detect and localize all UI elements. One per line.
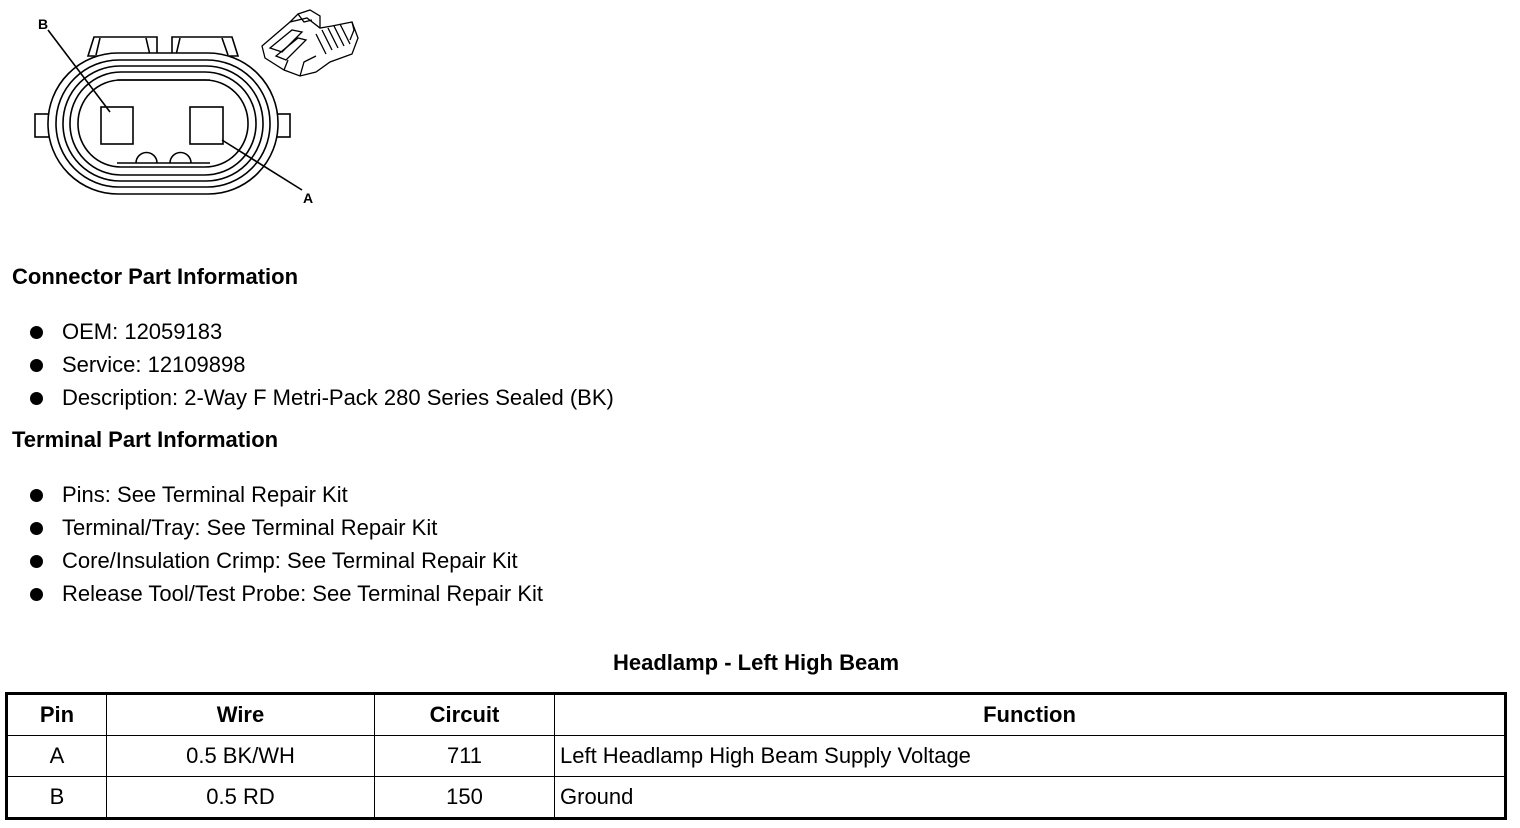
- table-title: Headlamp - Left High Beam: [612, 650, 900, 675]
- list-item-text: Core/Insulation Crimp: See Terminal Repair Kit: [62, 548, 518, 573]
- callout-label-b: B: [38, 16, 49, 32]
- cell-function: Ground: [555, 777, 1506, 819]
- pinout-table: [5, 692, 1507, 820]
- cell-pin: A: [7, 736, 107, 777]
- table-row: [7, 777, 1506, 819]
- cell-circuit: 150: [375, 777, 555, 819]
- header-pin: Pin: [7, 694, 107, 736]
- terminal-part-info-heading: Terminal Part Information: [12, 427, 279, 452]
- list-item-pins: [28, 480, 543, 513]
- connector-part-info-heading: Connector Part Information: [12, 264, 299, 289]
- connector-illustration: [262, 10, 358, 76]
- list-item-text: OEM: 12059183: [62, 319, 223, 344]
- connector-diagram: [0, 0, 380, 215]
- list-item-text: Service: 12109898: [62, 352, 246, 377]
- bullet-icon: [30, 489, 43, 502]
- list-item-release-tool: [28, 579, 543, 612]
- cell-circuit: 711: [375, 736, 555, 777]
- cell-wire: 0.5 RD: [107, 777, 375, 819]
- list-item-text: Pins: See Terminal Repair Kit: [62, 482, 348, 507]
- bullet-icon: [30, 392, 43, 405]
- list-item-text: Release Tool/Test Probe: See Terminal Repair Kit: [62, 581, 543, 606]
- connector-body: [48, 53, 278, 194]
- terminal-part-info-list: [28, 480, 543, 612]
- cell-pin: B: [7, 777, 107, 819]
- bullet-icon: [30, 588, 43, 601]
- table-header-row: [7, 694, 1506, 736]
- list-item-text: Terminal/Tray: See Terminal Repair Kit: [62, 515, 438, 540]
- cell-function: Left Headlamp High Beam Supply Voltage: [555, 736, 1506, 777]
- list-item-terminal-tray: [28, 513, 543, 546]
- list-item-core-insulation-crimp: [28, 546, 543, 579]
- bullet-icon: [30, 359, 43, 372]
- bullet-icon: [30, 555, 43, 568]
- cell-wire: 0.5 BK/WH: [107, 736, 375, 777]
- header-wire: Wire: [107, 694, 375, 736]
- list-item-service: [28, 350, 614, 383]
- callout-label-a: A: [303, 190, 314, 206]
- list-item-text: Description: 2-Way F Metri-Pack 280 Series Sealed (BK): [62, 385, 614, 410]
- list-item-oem: [28, 317, 614, 350]
- table-row: [7, 736, 1506, 777]
- bullet-icon: [30, 326, 43, 339]
- header-circuit: Circuit: [375, 694, 555, 736]
- connector-part-info-list: [28, 317, 614, 416]
- bullet-icon: [30, 522, 43, 535]
- list-item-description: [28, 383, 614, 416]
- header-function: Function: [555, 694, 1506, 736]
